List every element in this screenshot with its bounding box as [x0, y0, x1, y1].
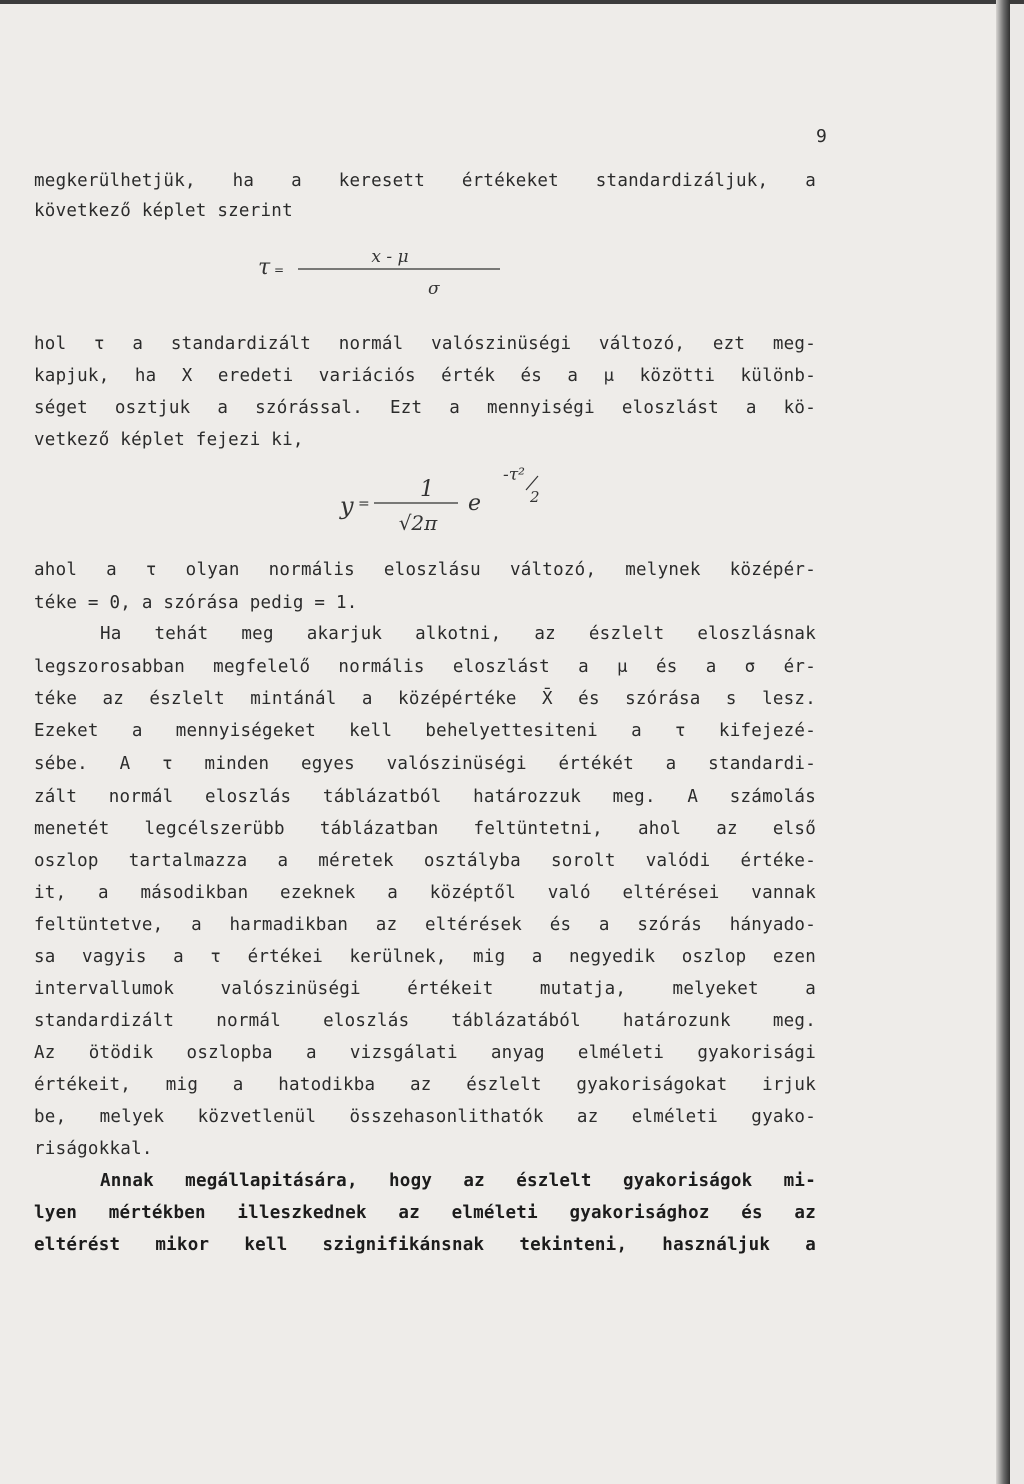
page-number: 9	[816, 126, 827, 147]
formula-normal-density	[330, 450, 590, 545]
formula2-exponent-denominator: 2	[530, 488, 540, 506]
formula1-numerator: x - μ	[371, 247, 409, 267]
text-line: ahol a τ olyan normális eloszlásu változó, melynek középér-	[34, 560, 816, 580]
text-line: Annak megállapitására, hogy az észlelt gyakoriságok mi-	[100, 1171, 816, 1191]
top-edge-shadow	[0, 0, 1024, 4]
text-line: menetét legcélszerübb táblázatban feltüntetni, ahol az első	[34, 819, 816, 839]
formula1-denominator: σ	[428, 279, 440, 299]
right-edge-shadow	[996, 0, 1010, 1484]
text-line: intervallumok valószinüségi értékeit mutatja, melyeket a	[34, 979, 816, 999]
text-line: oszlop tartalmazza a méretek osztályba sorolt valódi értéke-	[34, 851, 816, 871]
text-line: sa vagyis a τ értékei kerülnek, mig a negyedik oszlop ezen	[34, 947, 816, 967]
text-line: legszorosabban megfelelő normális eloszlást a μ és a σ ér-	[34, 657, 816, 677]
formula2-base: e	[468, 491, 482, 516]
text-line: Az ötödik oszlopba a vizsgálati anyag elméleti gyakorisági	[34, 1043, 816, 1063]
text-line: séget osztjuk a szórással. Ezt a mennyiségi eloszlást a kö-	[34, 398, 816, 418]
formula2-equals: =	[358, 496, 370, 512]
text-line: Ezeket a mennyiségeket kell behelyettesiteni a τ kifejezé-	[34, 721, 816, 741]
text-line: értékeit, mig a hatodikba az észlelt gyakoriságokat irjuk	[34, 1075, 816, 1095]
formula1-lhs: τ	[258, 255, 271, 280]
formula1-equals: =	[274, 263, 285, 277]
text-line: Ha tehát meg akarjuk alkotni, az észlelt eloszlásnak	[100, 624, 816, 644]
text-line: feltüntetve, a harmadikban az eltérések és a szórás hányado-	[34, 915, 816, 935]
text-line: standardizált normál eloszlás táblázatából határozunk meg.	[34, 1011, 816, 1031]
text-line: riságokkal.	[34, 1139, 153, 1159]
text-line: eltérést mikor kell szignifikánsnak tekinteni, használjuk a	[34, 1235, 816, 1255]
text-line: következő képlet szerint	[34, 201, 293, 221]
text-line: it, a másodikban ezeknek a középtől való eltérései vannak	[34, 883, 816, 903]
formula2-numerator: 1	[420, 477, 434, 502]
text-line: kapjuk, ha X eredeti variációs érték és a μ közötti különb-	[34, 366, 816, 386]
text-line: lyen mértékben illeszkednek az elméleti gyakorisághoz és az	[34, 1203, 816, 1223]
text-line: vetkező képlet fejezi ki,	[34, 430, 304, 450]
text-line: téke = 0, a szórása pedig = 1.	[34, 593, 358, 613]
formula2-denominator: √2π	[398, 511, 438, 535]
text-line: sébe. A τ minden egyes valószinüségi értékét a standardi-	[34, 754, 816, 774]
text-line: be, melyek közvetlenül összehasonlithatók az elméleti gyako-	[34, 1107, 816, 1127]
text-line: hol τ a standardizált normál valószinüségi változó, ezt meg-	[34, 334, 816, 354]
formula-standardization	[250, 238, 510, 302]
text-line: téke az észlelt mintánál a középértéke X̄ és szórása s lesz.	[34, 689, 816, 709]
text-line: megkerülhetjük, ha a keresett értékeket standardizáljuk, a	[34, 171, 816, 191]
formula2-lhs: y	[340, 492, 354, 520]
formula2-exponent-numerator: -τ²	[503, 465, 525, 485]
text-line: zált normál eloszlás táblázatból határozzuk meg. A számolás	[34, 787, 816, 807]
